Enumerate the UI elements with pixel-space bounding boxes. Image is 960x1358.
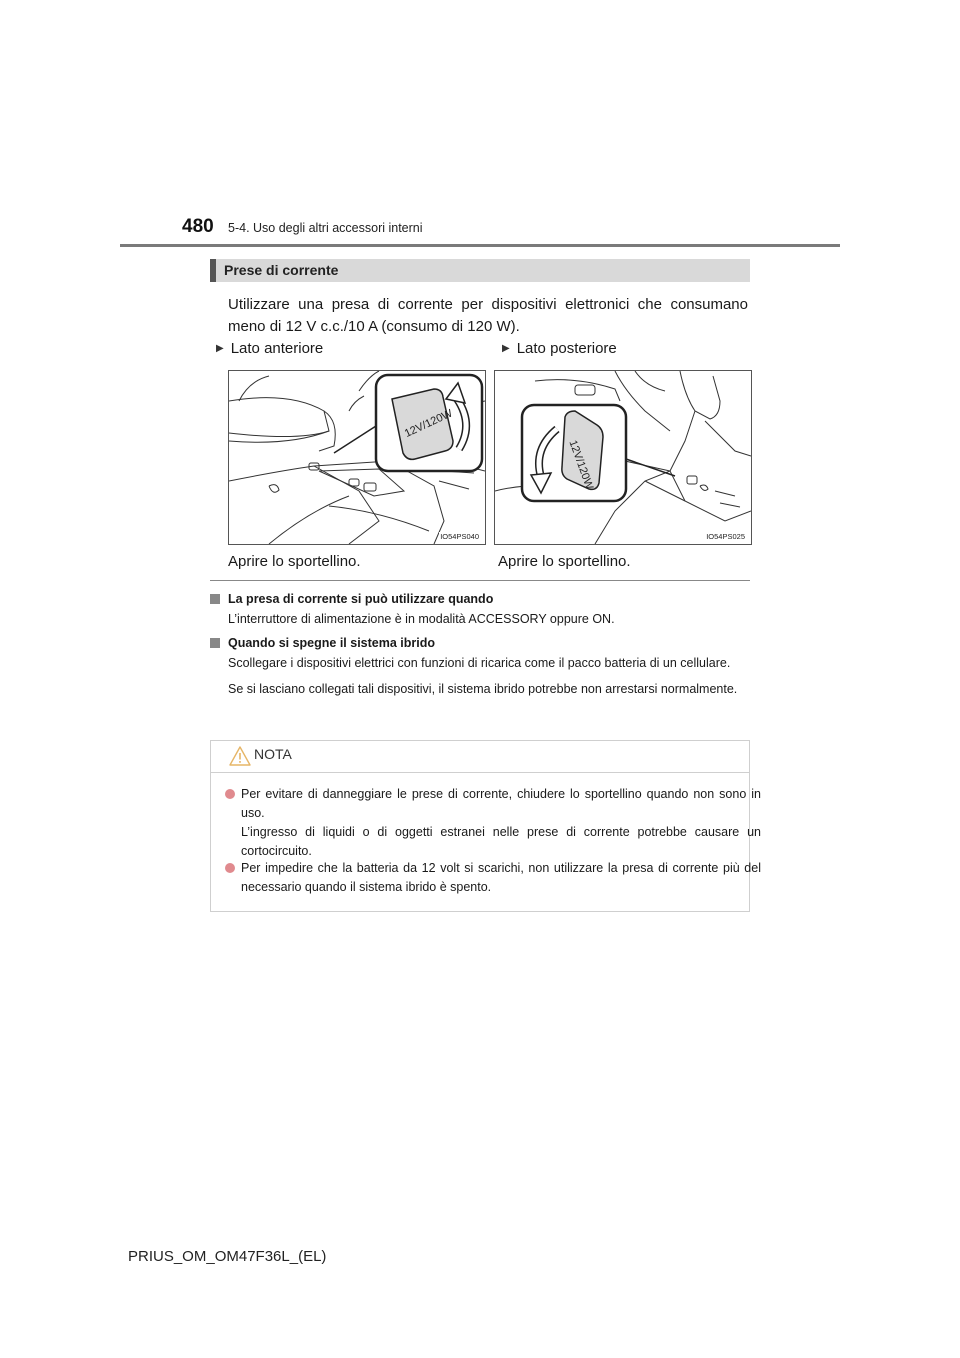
square-bullet-icon: [210, 638, 220, 648]
note-item-text: Per evitare di danneggiare le prese di corrente, chiudere lo sportellino quando non sono in uso.: [241, 787, 761, 820]
figure-label-front: [216, 340, 323, 357]
rear-cap-label: 12V/120W: [566, 438, 596, 492]
triangle-bullet-icon: ▶: [502, 343, 510, 354]
figure-front-console: [228, 370, 486, 545]
info-title: [210, 592, 750, 606]
info-text: [210, 654, 750, 699]
section-heading-title: Prese di corrente: [224, 262, 339, 278]
figure-rear-console: [494, 370, 752, 545]
footer-doc-code: PRIUS_OM_OM47F36L_(EL): [128, 1248, 327, 1265]
bullet-dot-icon: [225, 789, 235, 799]
heading-accent: [210, 259, 216, 282]
square-bullet-icon: [210, 594, 220, 604]
section-divider: [210, 580, 750, 581]
figure-label-front-text: Lato anteriore: [230, 340, 324, 357]
intro-paragraph: Utilizzare una presa di corrente per dispositivi elettronici che consumano meno di 12 V c.c./10 A (consumo di 120 W).: [228, 296, 748, 335]
note-header: [211, 741, 749, 773]
front-console-illustration: [229, 371, 485, 544]
caption-front: Aprire lo sportellino.: [228, 553, 361, 570]
note-title: NOTA: [254, 746, 292, 762]
note-item-text: Per impedire che la batteria da 12 volt si scarichi, non utilizzare la presa di corrente più del necessario quando il sistema ibrido è spento.: [241, 861, 761, 894]
warning-triangle-icon: [229, 746, 251, 766]
section-breadcrumb: 5-4. Uso degli altri accessori interni: [228, 221, 423, 235]
info-block-usage: [210, 592, 750, 636]
note-item: [225, 785, 761, 861]
info-title: [210, 636, 750, 650]
page-number: 480: [182, 216, 214, 237]
triangle-bullet-icon: ▶: [216, 343, 224, 354]
caption-rear: Aprire lo sportellino.: [498, 553, 631, 570]
note-box: [210, 740, 761, 912]
front-cap-label: 12V/120W: [402, 407, 455, 441]
rear-console-illustration: [495, 371, 751, 544]
note-item: [225, 859, 761, 897]
bullet-dot-icon: [225, 863, 235, 873]
info-text: [210, 610, 750, 629]
figure-label-rear-text: Lato posteriore: [516, 340, 617, 357]
info-paragraph: Se si lasciano collegati tali dispositivi, il sistema ibrido potrebbe non arrestarsi normalmente.: [228, 682, 738, 696]
figure-label-rear: [502, 340, 617, 357]
figure-code-front: IO54PS040: [440, 532, 479, 541]
header-divider: [120, 244, 840, 247]
figure-code-rear: IO54PS025: [706, 532, 745, 541]
info-paragraph: L’interruttore di alimentazione è in modalità ACCESSORY oppure ON.: [228, 612, 615, 626]
section-heading: [210, 259, 750, 282]
info-block-hybrid-off: [210, 636, 750, 706]
info-paragraph: Scollegare i dispositivi elettrici con funzioni di ricarica come il pacco batteria di un cellulare.: [228, 656, 731, 670]
info-title-text: La presa di corrente si può utilizzare quando: [228, 592, 494, 606]
note-item-text: L’ingresso di liquidi o di oggetti estranei nelle prese di corrente potrebbe causare un cortocircuito.: [241, 825, 761, 858]
info-title-text: Quando si spegne il sistema ibrido: [228, 636, 435, 650]
